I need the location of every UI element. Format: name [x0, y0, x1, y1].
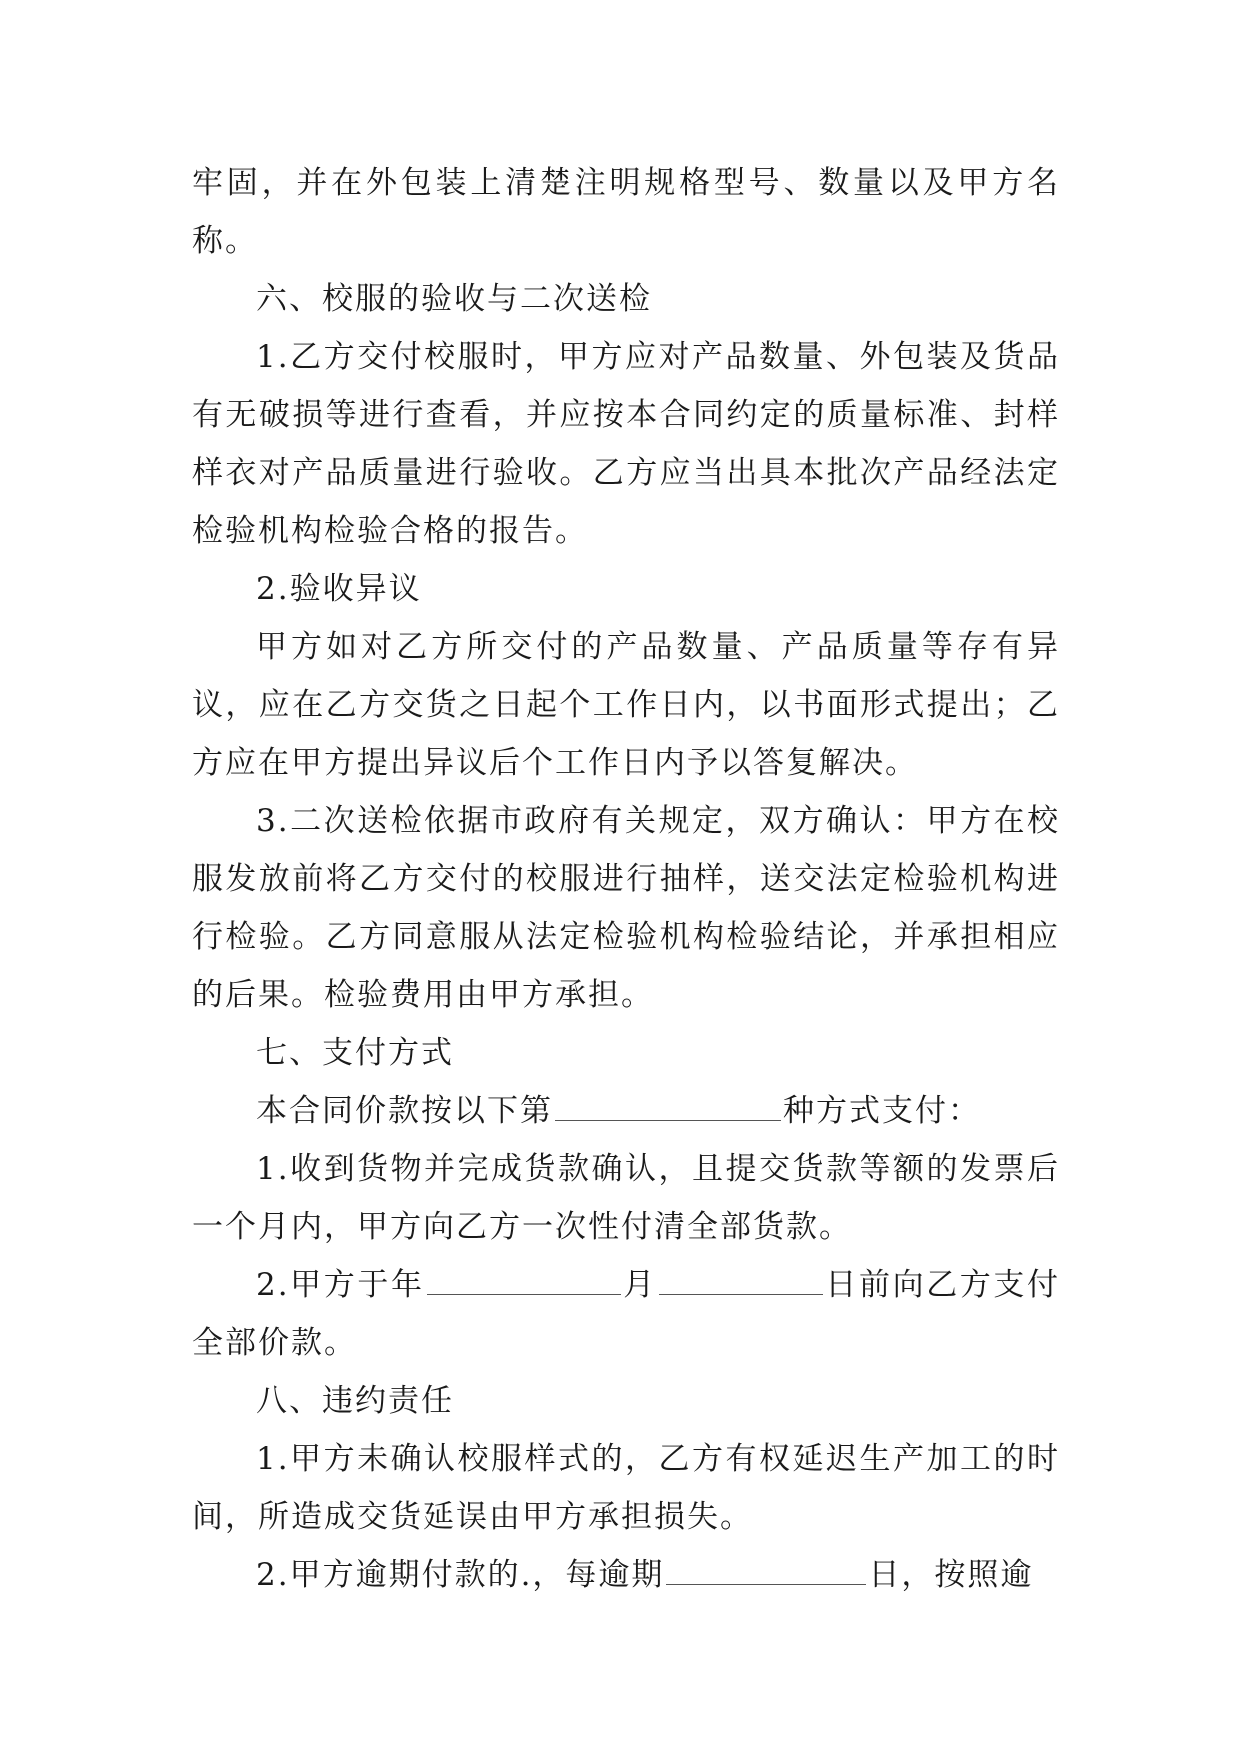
payment-month-blank[interactable]: [427, 1268, 621, 1295]
payment-day-blank[interactable]: [659, 1268, 823, 1295]
section-heading-payment: 七、支付方式: [256, 1035, 454, 1071]
paragraph-packaging: 牢固，并在外包装上清楚注明规格型号、数量以及甲方名称。: [192, 165, 1060, 259]
paragraph-payment-option-1: 1.收到货物并完成货款确认，且提交货款等额的发票后一个月内，甲方向乙方一次性付清全部货款。: [192, 1151, 1060, 1245]
payment-option-blank[interactable]: [555, 1094, 781, 1121]
section-heading-liability: 八、违约责任: [256, 1383, 454, 1419]
payment-method-suffix: 种方式支付：: [783, 1093, 981, 1129]
late-payment-suffix: 日，按照逾: [868, 1557, 1034, 1593]
paragraph-payment-option-2: [192, 1256, 1060, 1372]
paragraph-objection: 甲方如对乙方所交付的产品数量、产品质量等存有异议，应在乙方交货之日起个工作日内，以书面形式提出；乙方应在甲方提出异议后个工作日内予以答复解决。: [192, 629, 1060, 781]
section-heading-acceptance: 六、校服的验收与二次送检: [256, 281, 652, 317]
late-payment-prefix: 2.甲方逾期付款的.，每逾期: [256, 1557, 665, 1593]
paragraph-payment-method: [192, 1082, 1060, 1140]
paragraph-delivery-inspection: 1.乙方交付校服时，甲方应对产品数量、外包装及货品有无破损等进行查看，并应按本合同约定的质量标准、封样样衣对产品质量进行验收。乙方应当出具本批次产品经法定检验机构检验合格的报告。: [192, 339, 1060, 549]
payment-date-month: 月: [622, 1267, 657, 1303]
document-body: [192, 154, 1060, 1604]
paragraph-second-inspection: 3.二次送检依据市政府有关规定，双方确认：甲方在校服发放前将乙方交付的校服进行抽样，送交法定检验机构进行检验。乙方同意服从法定检验机构检验结论，并承担相应的后果。检验费用由甲方承担。: [192, 803, 1060, 1013]
paragraph-liability-1: 1.甲方未确认校服样式的，乙方有权延迟生产加工的时间，所造成交货延误由甲方承担损失。: [192, 1441, 1060, 1535]
payment-date-prefix: 2.甲方于年: [256, 1267, 425, 1303]
late-days-blank[interactable]: [666, 1558, 866, 1585]
subheading-acceptance-objection: 2.验收异议: [256, 571, 422, 607]
paragraph-liability-2: [192, 1546, 1060, 1604]
payment-method-prefix: 本合同价款按以下第: [256, 1093, 553, 1129]
payment-date-suffix: 日前向乙方支付全部价款。: [192, 1267, 1061, 1361]
